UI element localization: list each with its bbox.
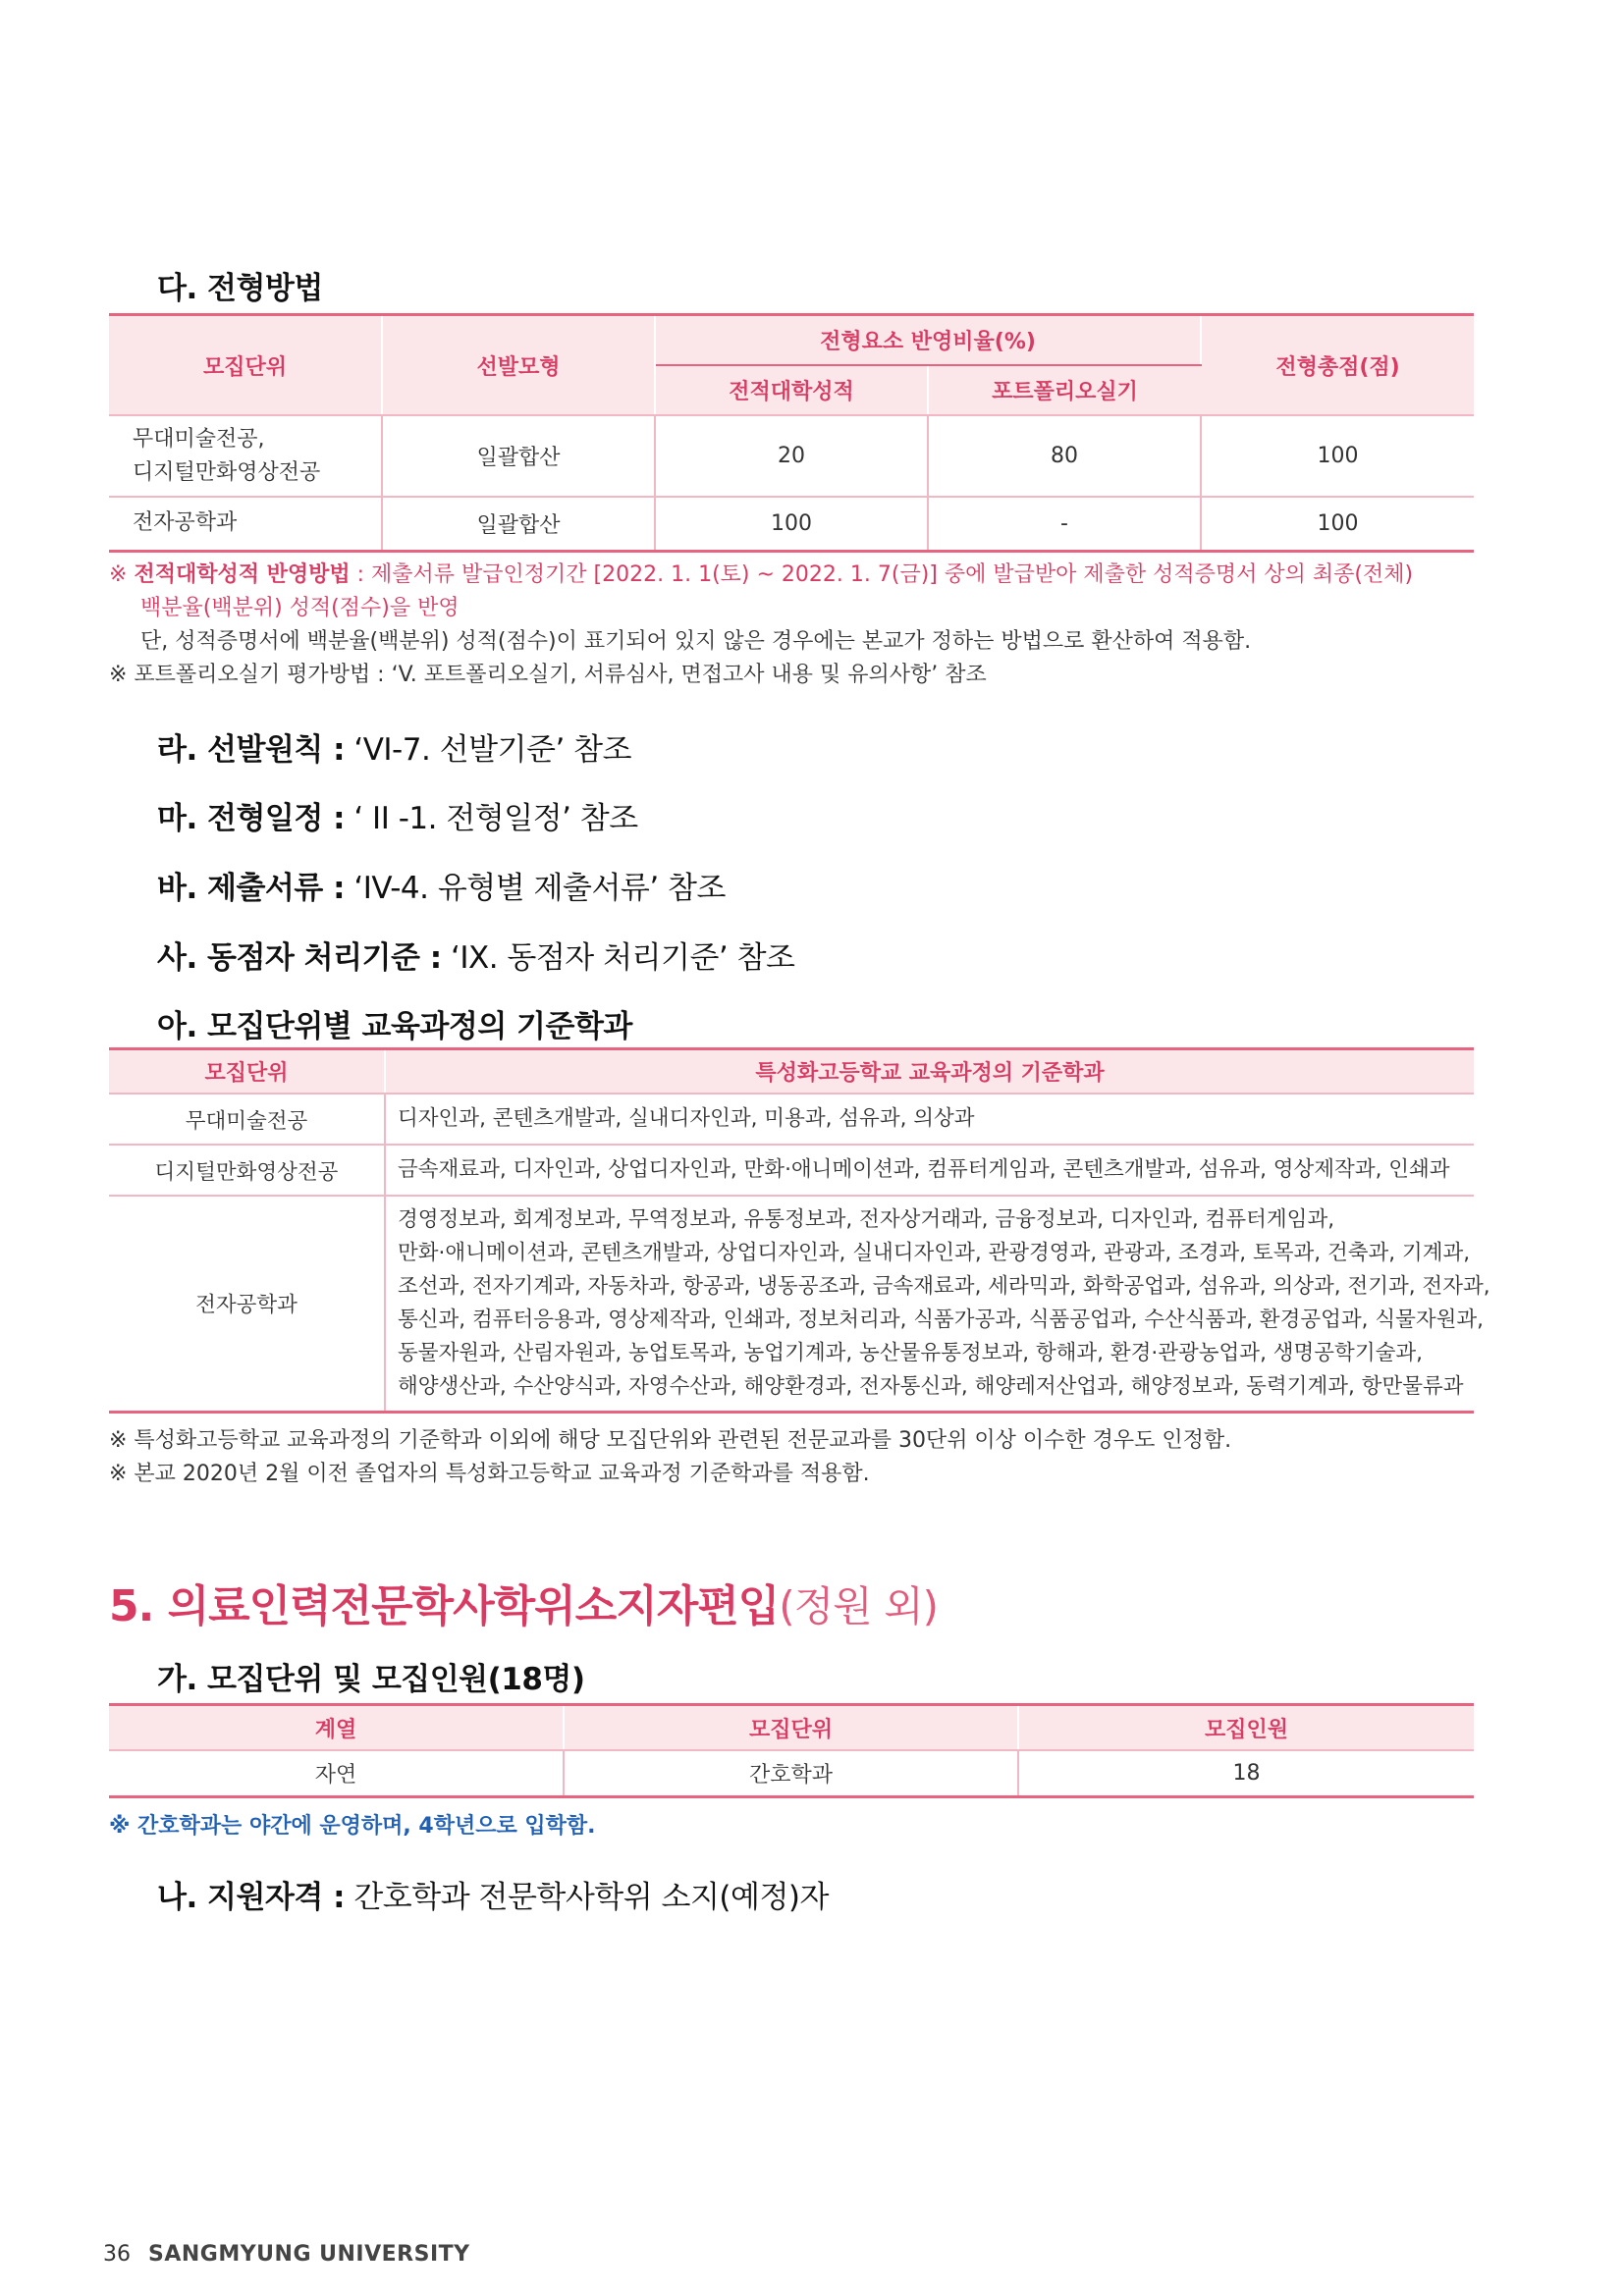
reference-department-table	[109, 1047, 1490, 1414]
section-na: 나. 지원자격 : 간호학과 전문학사학위 소지(예정)자	[157, 1880, 829, 1915]
header-unit: 모집단위	[109, 315, 382, 416]
table-row	[109, 415, 1474, 497]
ref-documents: 바. 제출서류 : ‘IV-4. 유형별 제출서류’ 참조	[157, 871, 726, 906]
header-field: 계열	[109, 1705, 564, 1751]
prior-grades-cell: 100	[655, 497, 928, 551]
section-title-da: 다. 전형방법	[157, 271, 323, 306]
recruitment-table	[109, 1703, 1474, 1798]
count-cell: 18	[1232, 1761, 1261, 1786]
unit-cell: 전자공학과	[109, 497, 382, 551]
section-title-ga: 가. 모집단위 및 모집인원(18명)	[157, 1662, 585, 1697]
note-nursing: ※ 간호학과는 야간에 운영하며, 4학년으로 입학함.	[109, 1814, 596, 1839]
model-cell: 일괄합산	[382, 415, 655, 497]
header-portfolio: 포트폴리오실기	[928, 365, 1201, 415]
header-unit: 모집단위	[564, 1705, 1018, 1751]
header-model: 선발모형	[382, 315, 655, 416]
portfolio-cell: 80	[928, 415, 1201, 497]
portfolio-cell: -	[928, 497, 1201, 551]
ref-selection-principle: 라. 선발원칙 : ‘VI-7. 선발기준’ 참조	[157, 732, 632, 768]
note-credits: ※ 특성화고등학교 교육과정의 기준학과 이외에 해당 모집단위와 관련된 전문교과를 30단위 이상 이수한 경우도 인정함.	[109, 1428, 1232, 1453]
model-cell: 일괄합산	[382, 497, 655, 551]
field-cell: 자연	[109, 1750, 564, 1797]
section-5-title: 5. 의료인력전문학사학위소지자편입(정원 외)	[109, 1581, 939, 1631]
header-depts: 특성화고등학교 교육과정의 기준학과	[385, 1049, 1474, 1095]
header-prior-grades: 전적대학성적	[655, 365, 928, 415]
table-row	[109, 1145, 1474, 1196]
unit-cell: 전자공학과	[109, 1196, 385, 1412]
unit-cell: 디지털만화영상전공	[109, 1145, 385, 1196]
ref-tie-break: 사. 동점자 처리기준 : ‘IX. 동점자 처리기준’ 참조	[157, 940, 795, 976]
total-cell: 100	[1201, 415, 1474, 497]
selection-method-table	[109, 313, 1474, 553]
ref-schedule: 마. 전형일정 : ‘ II -1. 전형일정’ 참조	[157, 801, 638, 836]
page-number: 36	[103, 2242, 131, 2267]
header-total: 전형총점(점)	[1201, 315, 1474, 416]
unit-cell: 무대미술전공	[109, 1094, 385, 1145]
prior-grades-cell: 20	[655, 415, 928, 497]
table-row	[109, 497, 1474, 551]
note-portfolio: ※ 포트폴리오실기 평가방법 : ‘V. 포트폴리오실기, 서류심사, 면접고사 내용 및 유의사항’ 참조	[109, 663, 987, 687]
notes-block-1	[109, 559, 1413, 692]
table-row	[109, 1094, 1474, 1145]
unit-cell: 무대미술전공, 디지털만화영상전공	[109, 415, 382, 497]
total-cell: 100	[1201, 497, 1474, 551]
note-conversion: 단, 성적증명서에 백분율(백분위) 성적(점수)이 표기되어 있지 않은 경우에는 본교가 정하는 방법으로 환산하여 적용함.	[140, 629, 1252, 654]
table-row	[109, 1750, 1474, 1797]
depts-cell: 경영정보과, 회계정보과, 무역정보과, 유통정보과, 전자상거래과, 금융정보과, 디자인과, 컴퓨터게임과, 만화·애니메이션과, 콘텐츠개발과, 상업디자인과, 실내디자인과, 관광경영과, 관광과, 조경과, 토목과, 건축과, 기계과, 조선과, 전자기계과, 자동차과, 항공과, 냉동공조과, 금속재료과, 세라믹과, 화학공업과, 섬유과, 의상과, 전기과, 전자과, 통신과, 컴퓨터응용과, 영상제작과, 인쇄과, 정보처리과, 식품가공과, 식품공업과, 수산식품과, 환경공업과, 식물자원과, 동물자원과, 산림자원과, 농업토목과, 농업기계과, 농산물유통정보과, 항해과, 환경·관광농업과, 생명공학기술과, 해양생산과, 수산양식과, 자영수산과, 해양환경과, 전자통신과, 해양레저산업과, 해양정보과, 동력기계과, 항만물류과	[385, 1196, 1474, 1412]
note-prior-grades-cont: 백분율(백분위) 성적(점수)을 반영	[140, 596, 460, 620]
page-footer	[103, 2242, 470, 2267]
note-prior-grades: ※ 전적대학성적 반영방법 : 제출서류 발급인정기간 [2022. 1. 1(토) ~ 2022. 1. 7(금)] 중에 발급받아 제출한 성적증명서 상의 최종(전체)	[109, 562, 1414, 587]
header-ratio-group: 전형요소 반영비율(%)	[655, 315, 1201, 366]
table-row	[109, 1196, 1474, 1412]
notes-block-2	[109, 1424, 1231, 1491]
section-title-a: 아. 모집단위별 교육과정의 기준학과	[157, 1009, 632, 1044]
depts-cell: 금속재료과, 디자인과, 상업디자인과, 만화·애니메이션과, 컴퓨터게임과, 콘텐츠개발과, 섬유과, 영상제작과, 인쇄과	[385, 1145, 1474, 1196]
header-unit: 모집단위	[109, 1049, 385, 1095]
unit-cell: 간호학과	[564, 1750, 1018, 1797]
university-name: SANGMYUNG UNIVERSITY	[148, 2242, 470, 2267]
header-count: 모집인원	[1018, 1705, 1474, 1751]
note-graduates: ※ 본교 2020년 2월 이전 졸업자의 특성화고등학교 교육과정 기준학과를 적용함.	[109, 1462, 870, 1486]
depts-cell: 디자인과, 콘텐츠개발과, 실내디자인과, 미용과, 섬유과, 의상과	[385, 1094, 1474, 1145]
